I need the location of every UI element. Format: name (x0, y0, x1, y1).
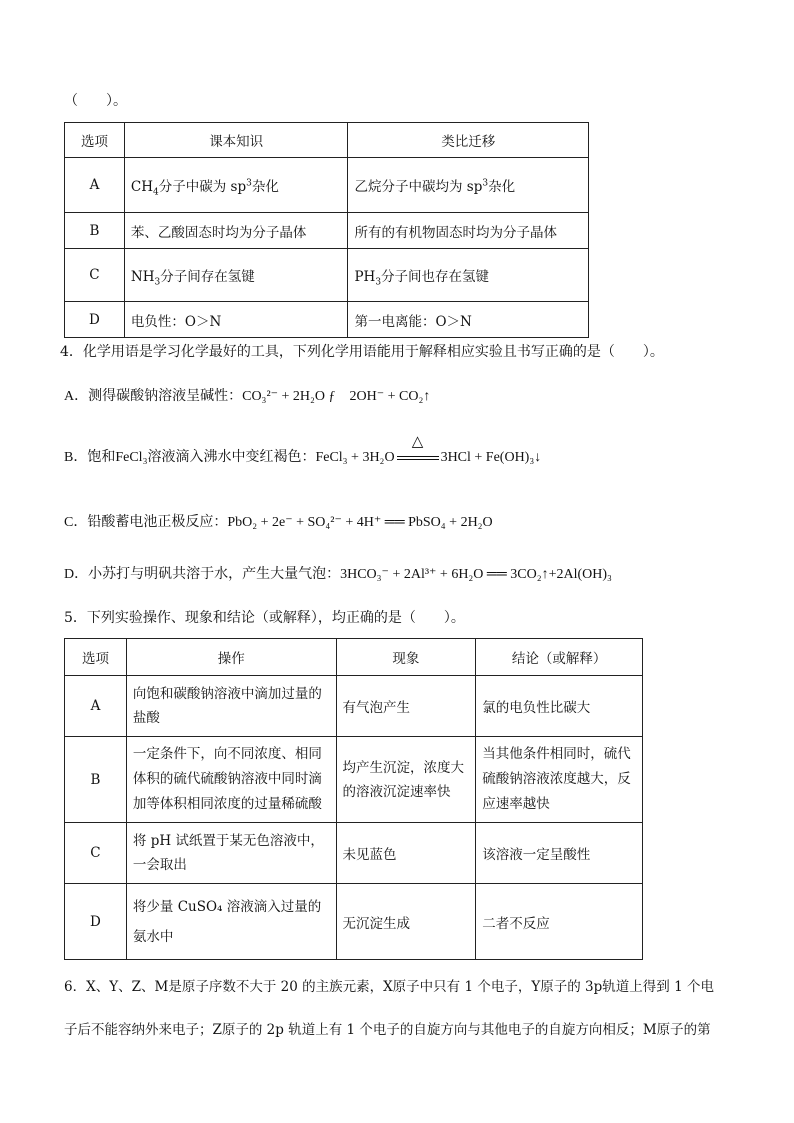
question-4-option-a: A．测得碳酸钠溶液呈碱性：CO₃²⁻ + 2H₂O ƒ 2OH⁻ + CO₂↑ (64, 389, 431, 404)
option-label: A (65, 158, 125, 213)
phenomenon-cell: 均产生沉淀，浓度大 的溶液沉淀速率快 (336, 737, 476, 823)
operation-cell: 将 pH 试纸置于某无色溶液中， 一会取出 (126, 823, 336, 884)
experiment-table (64, 638, 643, 960)
textbook-cell: $CH_4$分子中碳为 $sp^3$杂化 (124, 158, 348, 213)
header-conclusion: 结论（或解释） (476, 639, 643, 676)
option-label: B (65, 737, 127, 823)
option-label: A (65, 676, 127, 737)
operation-cell: 一定条件下，向不同浓度、相同 体积的硫代硫酸钠溶液中同时滴 加等体积相同浓度的过量稀硫酸 (126, 737, 336, 823)
header-phenomenon: 现象 (336, 639, 476, 676)
operation-cell: 将少量 CuSO₄ 溶液滴入过量的 氨水中 (126, 884, 336, 960)
table-row (65, 676, 643, 737)
option-b-right: 3HCl + Fe(OH)₃↓ (440, 450, 542, 465)
conclusion-cell: 当其他条件相同时，硫代 硫酸钠溶液浓度越大，反 应速率越快 (476, 737, 643, 823)
phenomenon-cell: 有气泡产生 (336, 676, 476, 737)
option-label: C (65, 823, 127, 884)
table-row (65, 884, 643, 960)
textbook-cell: $NH_3$分子间存在氢键 (124, 249, 348, 302)
header-option: 选项 (65, 639, 127, 676)
option-label: B (65, 213, 125, 249)
phenomenon-cell: 无沉淀生成 (336, 884, 476, 960)
header-textbook: 课本知识 (124, 123, 348, 158)
conclusion-cell: 该溶液一定呈酸性 (476, 823, 643, 884)
table-row (65, 737, 643, 823)
table-header-row (65, 639, 643, 676)
question-4-option-b (64, 434, 542, 466)
table-row (65, 213, 589, 249)
question-5-stem: 5．下列实验操作、现象和结论（或解释），均正确的是（ ）。 (64, 610, 465, 626)
analogy-cell: 第一电离能：O＞N (348, 302, 589, 338)
question-4-stem: 4．化学用语是学习化学最好的工具，下列化学用语能用于解释相应实验且书写正确的是（ ）。 (60, 344, 664, 360)
question-4-option-c: C．铅酸蓄电池正极反应：PbO₂ + 2e⁻ + SO₄²⁻ + 4H⁺ ══ PbSO₄ + 2H₂O (64, 515, 493, 530)
textbook-cell: 电负性：O＞N (124, 302, 348, 338)
heat-triangle-icon: △ (411, 434, 424, 450)
heat-equals-sign (395, 434, 441, 466)
table-header-row (65, 123, 589, 158)
option-b-left: B．饱和FeCl₃溶液滴入沸水中变红褐色：FeCl₃ + 3H₂O (64, 450, 395, 465)
table-row (65, 302, 589, 338)
analogy-cell: 乙烷分子中碳均为 $sp^3$杂化 (348, 158, 589, 213)
option-label: D (65, 302, 125, 338)
phenomenon-cell: 未见蓝色 (336, 823, 476, 884)
table-row (65, 823, 643, 884)
analogy-table (64, 122, 589, 338)
header-option: 选项 (65, 123, 125, 158)
header-analogy: 类比迁移 (348, 123, 589, 158)
analogy-cell: 所有的有机物固态时均为分子晶体 (348, 213, 589, 249)
option-label: D (65, 884, 127, 960)
conclusion-cell: 氯的电负性比碳大 (476, 676, 643, 737)
option-label: C (65, 249, 125, 302)
header-operation: 操作 (126, 639, 336, 676)
operation-cell: 向饱和碳酸钠溶液中滴加过量的 盐酸 (126, 676, 336, 737)
conclusion-cell: 二者不反应 (476, 884, 643, 960)
question-6-line-1: 6．X、Y、Z、M是原子序数不大于 20 的主族元素，X原子中只有 1 个电子，Y原子的 3p轨道上得到 1 个电 (64, 979, 714, 995)
table-row (65, 158, 589, 213)
table-row (65, 249, 589, 302)
question-3-bracket: （ ）。 (64, 93, 127, 109)
question-6-line-2: 子后不能容纳外来电子；Z原子的 2p 轨道上有 1 个电子的自旋方向与其他电子的自旋方向相反；M原子的第 (64, 1022, 711, 1038)
analogy-cell: $PH_3$分子间也存在氢键 (348, 249, 589, 302)
question-4-option-d: D．小苏打与明矾共溶于水，产生大量气泡：3HCO₃⁻ + 2Al³⁺ + 6H₂O ══ 3CO₂↑+2Al(OH)₃ (64, 567, 612, 582)
textbook-cell: 苯、乙酸固态时均为分子晶体 (124, 213, 348, 249)
